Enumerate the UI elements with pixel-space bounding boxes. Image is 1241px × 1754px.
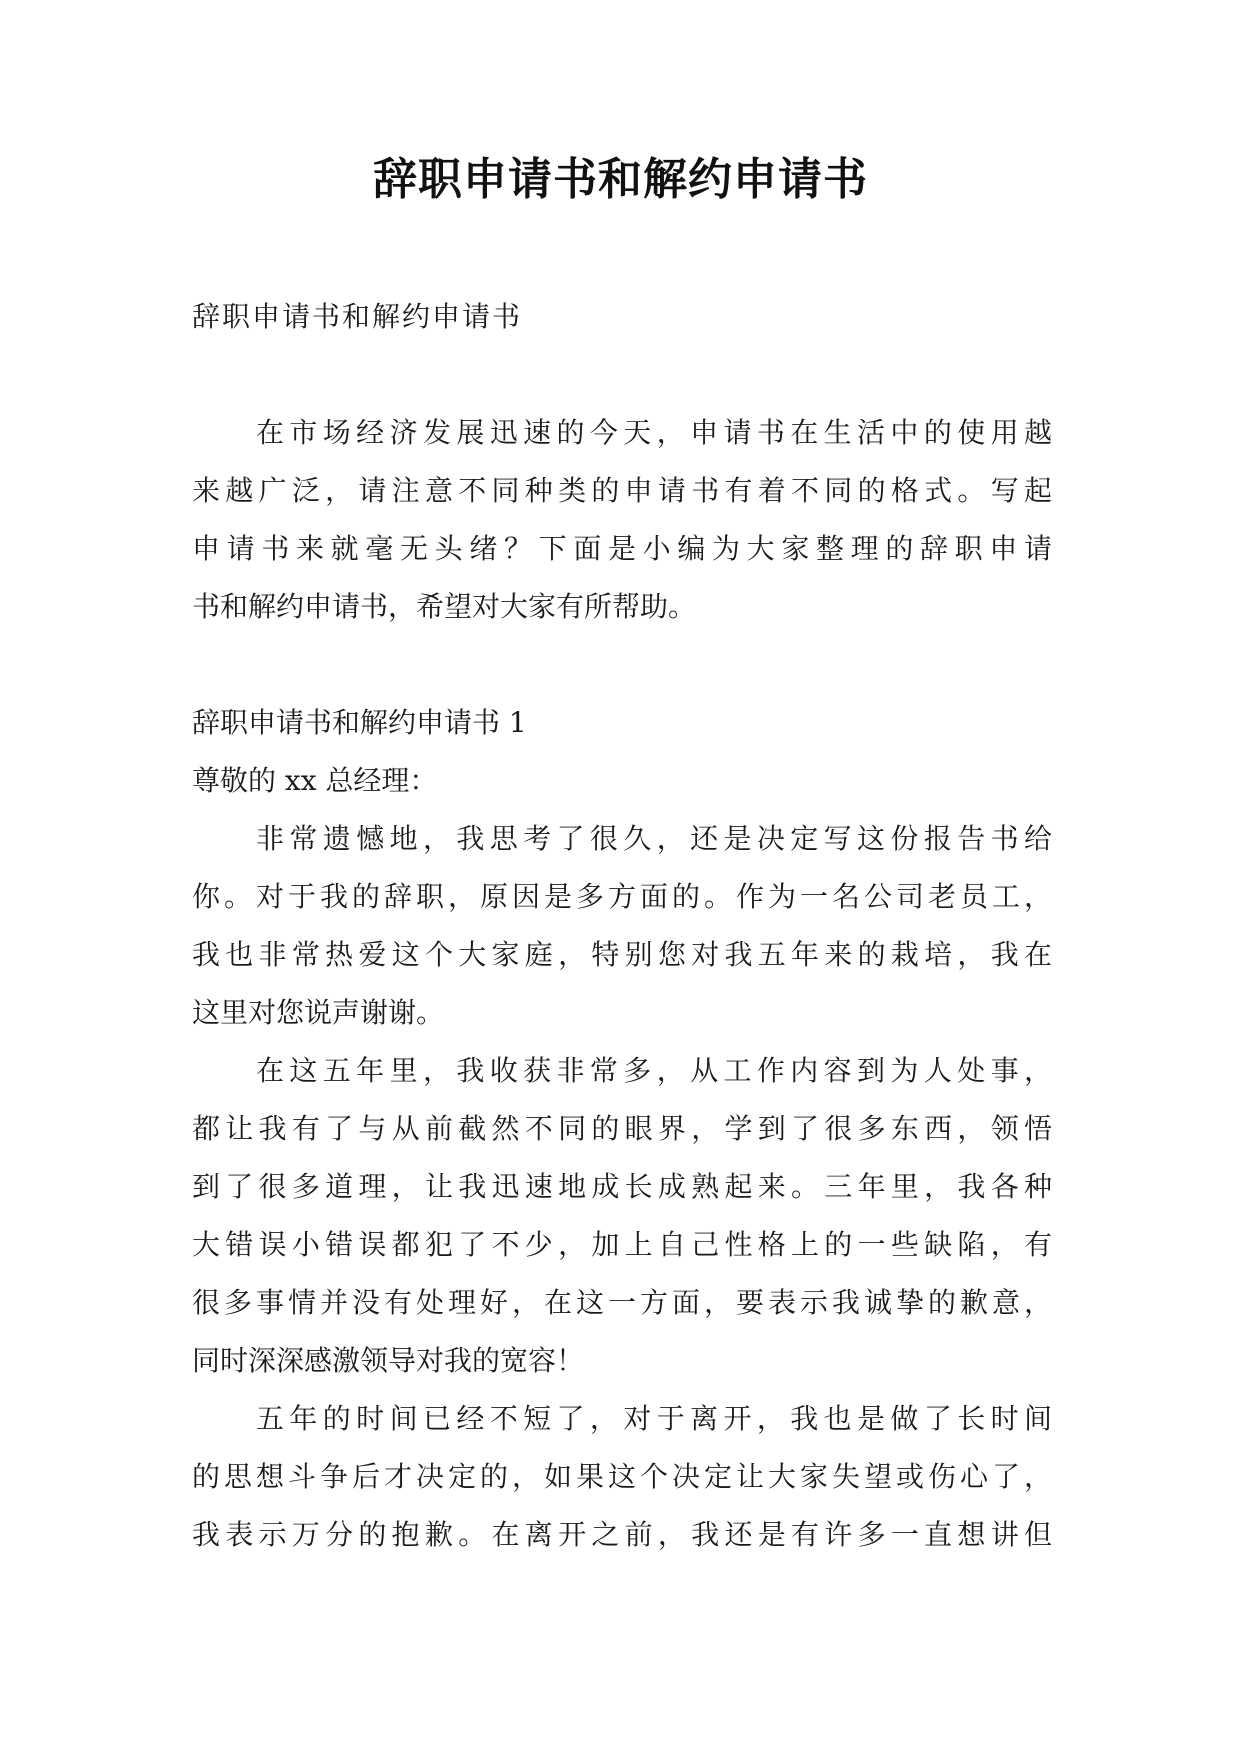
spacer (192, 636, 1052, 694)
salutation: 尊敬的 xx 总经理： (192, 764, 438, 797)
document-subtitle: 辞职申请书和解约申请书 (192, 300, 523, 333)
intro-line: 书和解约申请书，希望对大家有所帮助。 (192, 590, 697, 623)
paragraph-line: 的思想斗争后才决定的，如果这个决定让大家失望或伤心了， (192, 1460, 1052, 1493)
paragraph-line: 我表示万分的抱歉。在离开之前，我还是有许多一直想讲但 (192, 1518, 1052, 1551)
paragraph-line: 我也非常热爱这个大家庭，特别您对我五年来的栽培，我在 (192, 938, 1052, 971)
intro-line: 来越广泛，请注意不同种类的申请书有着不同的格式。写起 (192, 474, 1052, 507)
spacer (192, 346, 1052, 404)
paragraph-line: 到了很多道理，让我迅速地成长成熟起来。三年里，我各种 (192, 1170, 1052, 1203)
paragraph-1 (192, 810, 1052, 1042)
paragraph-line: 你。对于我的辞职，原因是多方面的。作为一名公司老员工， (192, 880, 1052, 913)
paragraph-2 (192, 1042, 1052, 1390)
section-title: 辞职申请书和解约申请书 1 (192, 706, 527, 739)
document-title: 辞职申请书和解约申请书 (373, 154, 868, 205)
paragraph-line: 五年的时间已经不短了，对于离开，我也是做了长时间 (256, 1402, 1052, 1435)
paragraph-line: 这里对您说声谢谢。 (192, 996, 445, 1029)
intro-line: 申请书来就毫无头绪？下面是小编为大家整理的辞职申请 (192, 532, 1052, 565)
paragraph-line: 很多事情并没有处理好，在这一方面，要表示我诚挚的歉意， (192, 1286, 1052, 1319)
paragraph-line: 同时深深感激领导对我的宽容！ (192, 1344, 585, 1377)
intro-line: 在市场经济发展迅速的今天，申请书在生活中的使用越 (256, 416, 1052, 449)
paragraph-line: 非常遗憾地，我思考了很久，还是决定写这份报告书给 (256, 822, 1052, 855)
paragraph-line: 都让我有了与从前截然不同的眼界，学到了很多东西，领悟 (192, 1112, 1052, 1145)
paragraph-3 (192, 1390, 1052, 1564)
document-body (192, 288, 1052, 1564)
paragraph-line: 大错误小错误都犯了不少，加上自己性格上的一些缺陷，有 (192, 1228, 1052, 1261)
intro-paragraph (192, 404, 1052, 636)
paragraph-line: 在这五年里，我收获非常多，从工作内容到为人处事， (256, 1054, 1052, 1087)
